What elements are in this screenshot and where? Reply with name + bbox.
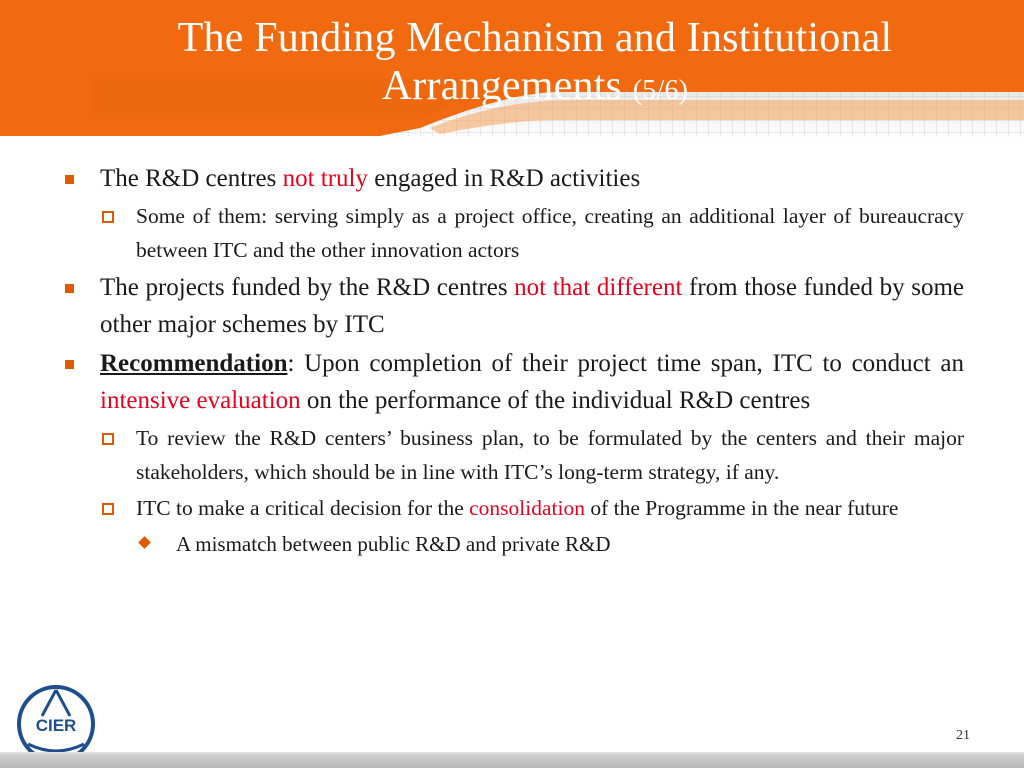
emphasis-text: not truly <box>282 165 369 192</box>
hollow-square-bullet-icon <box>102 503 114 515</box>
hollow-square-bullet-icon <box>102 433 114 445</box>
bullet-text: To review the R&D centers’ business plan, to be formulated by the centers and their major stakeholders, which should be in line with ITC’s long-term strategy, if any. <box>136 426 964 484</box>
emphasis-text: intensive evaluation <box>100 387 301 414</box>
page-number: 21 <box>956 728 970 743</box>
bullet-text: The R&D centres <box>100 165 283 192</box>
bullet-text: ITC to make a critical decision for the <box>136 496 470 520</box>
bullet-text: The projects funded by the R&D centres <box>100 274 515 301</box>
bullet-text: A mismatch between public R&D and private R&D <box>176 532 611 556</box>
bullet-level-3 <box>62 527 964 561</box>
bullet-text: engaged in R&D activities <box>368 165 641 192</box>
footer-bar <box>0 754 1024 768</box>
diamond-bullet-icon <box>138 536 151 549</box>
emphasis-text: not that different <box>514 274 683 301</box>
square-bullet-icon <box>65 284 74 293</box>
bullet-level-1 <box>62 160 964 197</box>
slide-header <box>0 0 1024 140</box>
bullet-level-1 <box>62 269 964 343</box>
bullet-text: of the Programme in the near future <box>584 496 899 520</box>
bullet-list <box>62 160 964 561</box>
recommendation-label: Recommendation <box>100 350 288 377</box>
bullet-text: Some of them: serving simply as a project office, creating an additional layer of bureaucracy between ITC and the other innovation actors <box>136 204 964 262</box>
bullet-text: from those funded by some other major schemes by ITC <box>100 274 965 338</box>
bullet-level-2 <box>62 421 964 489</box>
bullet-text: : Upon completion of their project time span, ITC to conduct an <box>287 350 964 377</box>
slide-title <box>60 14 1010 115</box>
bullet-text: on the performance of the individual R&D centres <box>300 387 811 414</box>
logo-text: CIER <box>35 716 77 735</box>
emphasis-text: consolidation <box>469 496 585 520</box>
bullet-level-2 <box>62 491 964 525</box>
title-main: The Funding Mechanism and Institutional Arrangements <box>177 15 893 109</box>
bullet-level-1 <box>62 345 964 419</box>
square-bullet-icon <box>65 360 74 369</box>
square-bullet-icon <box>65 175 74 184</box>
hollow-square-bullet-icon <box>102 211 114 223</box>
bullet-level-2 <box>62 199 964 267</box>
title-page-indicator: (5/6) <box>632 75 689 106</box>
